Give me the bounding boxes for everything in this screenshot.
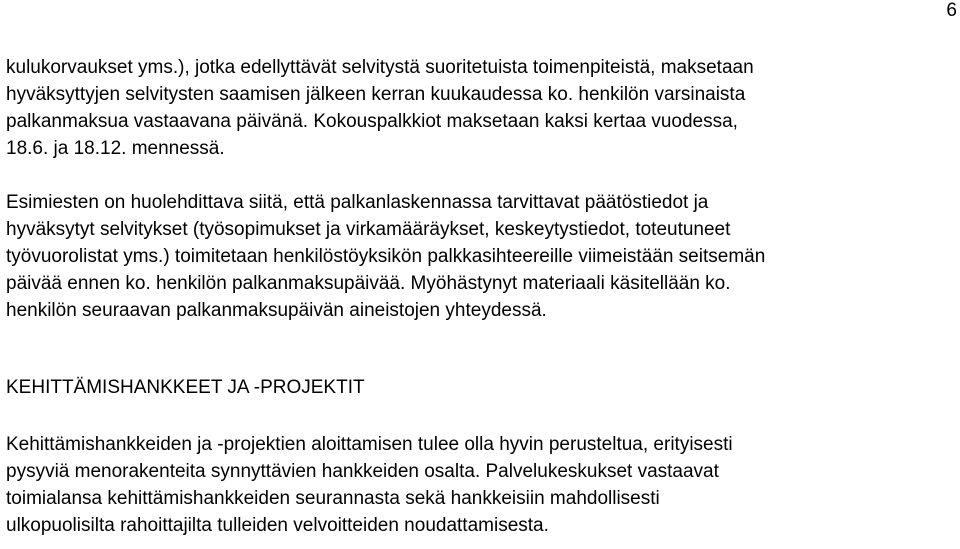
text-line: henkilön seuraavan palkanmaksupäivän aineistojen yhteydessä. — [6, 300, 547, 321]
text-line: päivää ennen ko. henkilön palkanmaksupäivää. Myöhästynyt materiaali käsitellään ko. — [6, 273, 731, 294]
paragraph-payment-schedule — [6, 54, 956, 162]
text-line: palkanmaksua vastaavana päivänä. Kokouspalkkiot maksetaan kaksi kertaa vuodessa, — [6, 111, 738, 132]
text-line: hyväksyttyjen selvitysten saamisen jälkeen kerran kuukaudessa ko. henkilön varsinaista — [6, 84, 746, 105]
text-line: Kehittämishankkeiden ja -projektien aloittamisen tulee olla hyvin perusteltua, erityisesti — [6, 434, 733, 455]
section-heading: KEHITTÄMISHANKKEET JA -PROJEKTIT — [6, 377, 365, 398]
text-line: työvuorolistat yms.) toimitetaan henkilöstöyksikön palkkasihteereille viimeistään seitsemän — [6, 246, 766, 267]
text-line: toimialansa kehittämishankkeiden seurannasta sekä hankkeisiin mahdollisesti — [6, 488, 660, 509]
paragraph-supervisor-duties — [6, 189, 956, 324]
text-line: ulkopuolisilta rahoittajilta tulleiden velvoitteiden noudattamisesta. — [6, 515, 549, 536]
page-number: 6 — [946, 0, 957, 21]
paragraph-development-projects — [6, 431, 956, 539]
text-line: hyväksytyt selvitykset (työsopimukset ja virkamääräykset, keskeytystiedot, toteutuneet — [6, 219, 731, 240]
text-line: pysyviä menorakenteita synnyttävien hankkeiden osalta. Palvelukeskukset vastaavat — [6, 461, 719, 482]
text-line: Esimiesten on huolehdittava siitä, että palkanlaskennassa tarvittavat päätöstiedot ja — [6, 192, 709, 213]
document-body — [6, 54, 956, 539]
text-line: kulukorvaukset yms.), jotka edellyttävät selvitystä suoritetuista toimenpiteistä, maksetaan — [6, 57, 754, 78]
text-line: 18.6. ja 18.12. mennessä. — [6, 138, 225, 159]
